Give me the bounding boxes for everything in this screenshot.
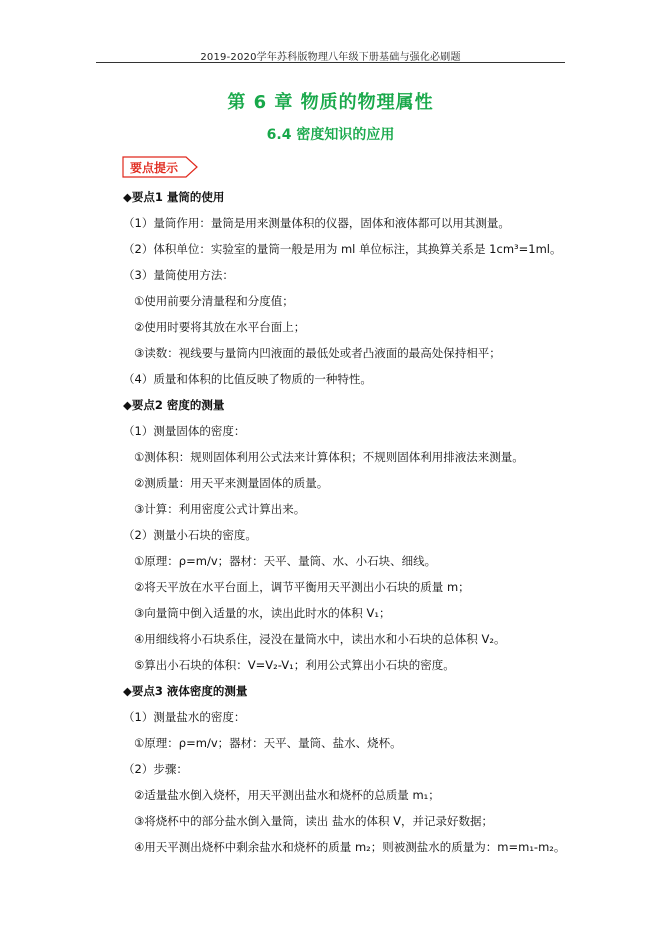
sub-item-text: ⑤算出小石块的体积：V=V₂-V₁；利用公式算出小石块的密度。	[134, 658, 455, 672]
key-points-tag	[122, 156, 198, 178]
sub-item-text: ③读数：视线要与量筒内凹液面的最低处或者凸液面的最高处保持相平；	[134, 346, 501, 360]
list-item-text: （1）测量盐水的密度：	[123, 710, 246, 724]
sub-item-text: ①使用前要分清量程和分度值；	[134, 294, 294, 308]
tag-label: 要点提示	[130, 161, 179, 175]
list-item-text: （3）量筒使用方法：	[123, 268, 234, 282]
sub-item-text: ②适量盐水倒入烧杯，用天平测出盐水和烧杯的总质量 m₁；	[134, 788, 440, 802]
list-item-text: （1）量筒作用：量筒是用来测量体积的仪器，固体和液体都可以用其测量。	[123, 216, 510, 230]
list-item-text: （2）体积单位：实验室的量筒一般是用为 ml 单位标注，其换算关系是 1cm³=1ml。	[123, 242, 562, 256]
section-title: 6.4 密度知识的应用	[266, 127, 395, 143]
header-divider	[96, 62, 565, 63]
sub-item-text: ③将烧杯中的部分盐水倒入量筒，读出 盐水的体积 V，并记录好数据；	[134, 814, 493, 828]
sub-item-text: ④用天平测出烧杯中剩余盐水和烧杯的质量 m₂；则被测盐水的质量为：m=m₁-m₂。	[134, 840, 566, 854]
section-heading: ◆要点3 液体密度的测量	[123, 684, 248, 698]
sub-item-text: ③向量筒中倒入适量的水，读出此时水的体积 V₁；	[134, 606, 391, 620]
sub-item-text: ①测体积：规则固体利用公式法来计算体积；不规则固体利用排液法来测量。	[134, 450, 524, 464]
list-item-text: （2）测量小石块的密度。	[123, 528, 257, 542]
sub-item-text: ④用细线将小石块系住，浸没在量筒水中，读出水和小石块的总体积 V₂。	[134, 632, 506, 646]
sub-item-text: ①原理：ρ=m/v；器材：天平、量筒、水、小石块、细线。	[134, 554, 437, 568]
list-item-text: （1）测量固体的密度：	[123, 424, 246, 438]
section-heading: ◆要点1 量筒的使用	[123, 190, 225, 204]
list-item-text: （4）质量和体积的比值反映了物质的一种特性。	[123, 372, 372, 386]
sub-item-text: ②将天平放在水平台面上，调节平衡用天平测出小石块的质量 m；	[134, 580, 470, 594]
sub-item-text: ③计算：利用密度公式计算出来。	[134, 502, 306, 516]
chapter-title: 第 6 章 物质的物理属性	[227, 92, 434, 113]
content-body	[123, 188, 566, 864]
running-header: 2019-2020学年苏科版物理八年级下册基础与强化必刷题	[200, 52, 461, 63]
list-item-text: （2）步骤：	[123, 762, 188, 776]
sub-item-text: ①原理：ρ=m/v；器材：天平、量筒、盐水、烧杯。	[134, 736, 402, 750]
section-heading: ◆要点2 密度的测量	[123, 398, 225, 412]
sub-item-text: ②测质量：用天平来测量固体的质量。	[134, 476, 329, 490]
sub-item-text: ②使用时要将其放在水平台面上；	[134, 320, 306, 334]
